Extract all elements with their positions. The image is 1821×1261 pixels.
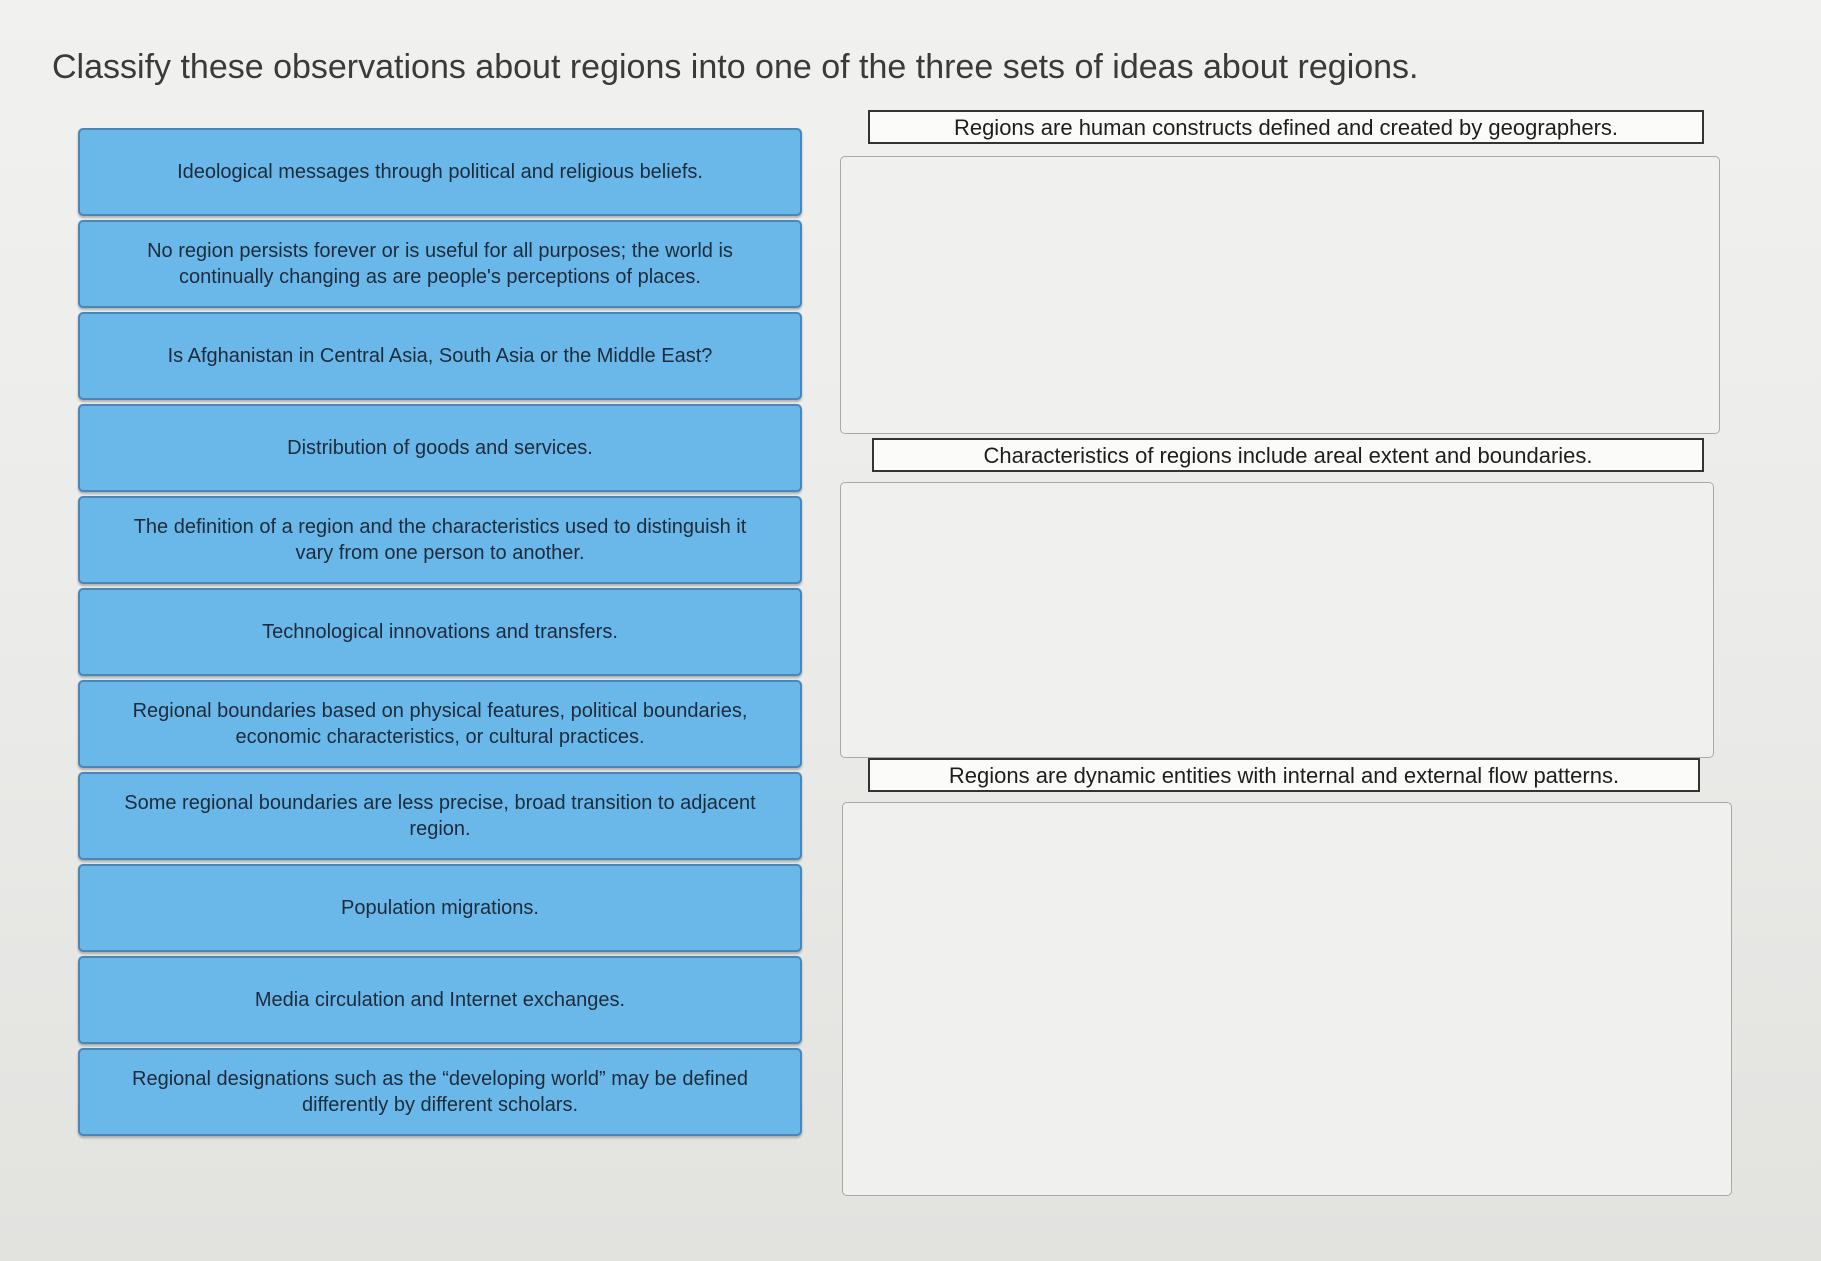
card-text: Population migrations.: [341, 897, 539, 919]
draggable-card[interactable]: [78, 496, 802, 584]
draggable-card[interactable]: [78, 1048, 802, 1136]
card-text: Regional boundaries based on physical features, political boundaries, economic characteristics, or cultural practices.: [132, 700, 748, 748]
drop-zone-1[interactable]: [840, 156, 1720, 434]
card-text: Ideological messages through political and religious beliefs.: [177, 161, 703, 183]
card-text: Regional designations such as the “developing world” may be defined differently by different scholars.: [132, 1068, 748, 1116]
draggable-card[interactable]: [78, 404, 802, 492]
page-title: Classify these observations about regions into one of the three sets of ideas about regions.: [52, 48, 1419, 86]
card-text: The definition of a region and the characteristics used to distinguish it vary from one person to another.: [133, 516, 747, 564]
draggable-card[interactable]: [78, 588, 802, 676]
card-text: Distribution of goods and services.: [287, 437, 593, 459]
card-text: Media circulation and Internet exchanges.: [254, 989, 626, 1011]
draggable-card[interactable]: [78, 864, 802, 952]
category-label: Characteristics of regions include areal extent and boundaries.: [872, 438, 1704, 472]
category-label: Regions are human constructs defined and created by geographers.: [868, 110, 1704, 144]
drop-zone-2[interactable]: [840, 482, 1714, 758]
draggable-card[interactable]: [78, 956, 802, 1044]
draggable-card[interactable]: [78, 128, 802, 216]
draggable-card[interactable]: [78, 680, 802, 768]
card-text: No region persists forever or is useful for all purposes; the world is continually changing as are people's perceptions of places.: [147, 240, 733, 288]
draggable-card[interactable]: [78, 312, 802, 400]
drop-zone-3[interactable]: [842, 802, 1732, 1196]
card-text: Is Afghanistan in Central Asia, South Asia or the Middle East?: [167, 345, 713, 367]
draggable-card[interactable]: [78, 772, 802, 860]
draggable-card[interactable]: [78, 220, 802, 308]
card-text: Some regional boundaries are less precise, broad transition to adjacent region.: [124, 792, 756, 840]
card-text: Technological innovations and transfers.: [262, 621, 618, 643]
category-label: Regions are dynamic entities with internal and external flow patterns.: [868, 758, 1700, 792]
